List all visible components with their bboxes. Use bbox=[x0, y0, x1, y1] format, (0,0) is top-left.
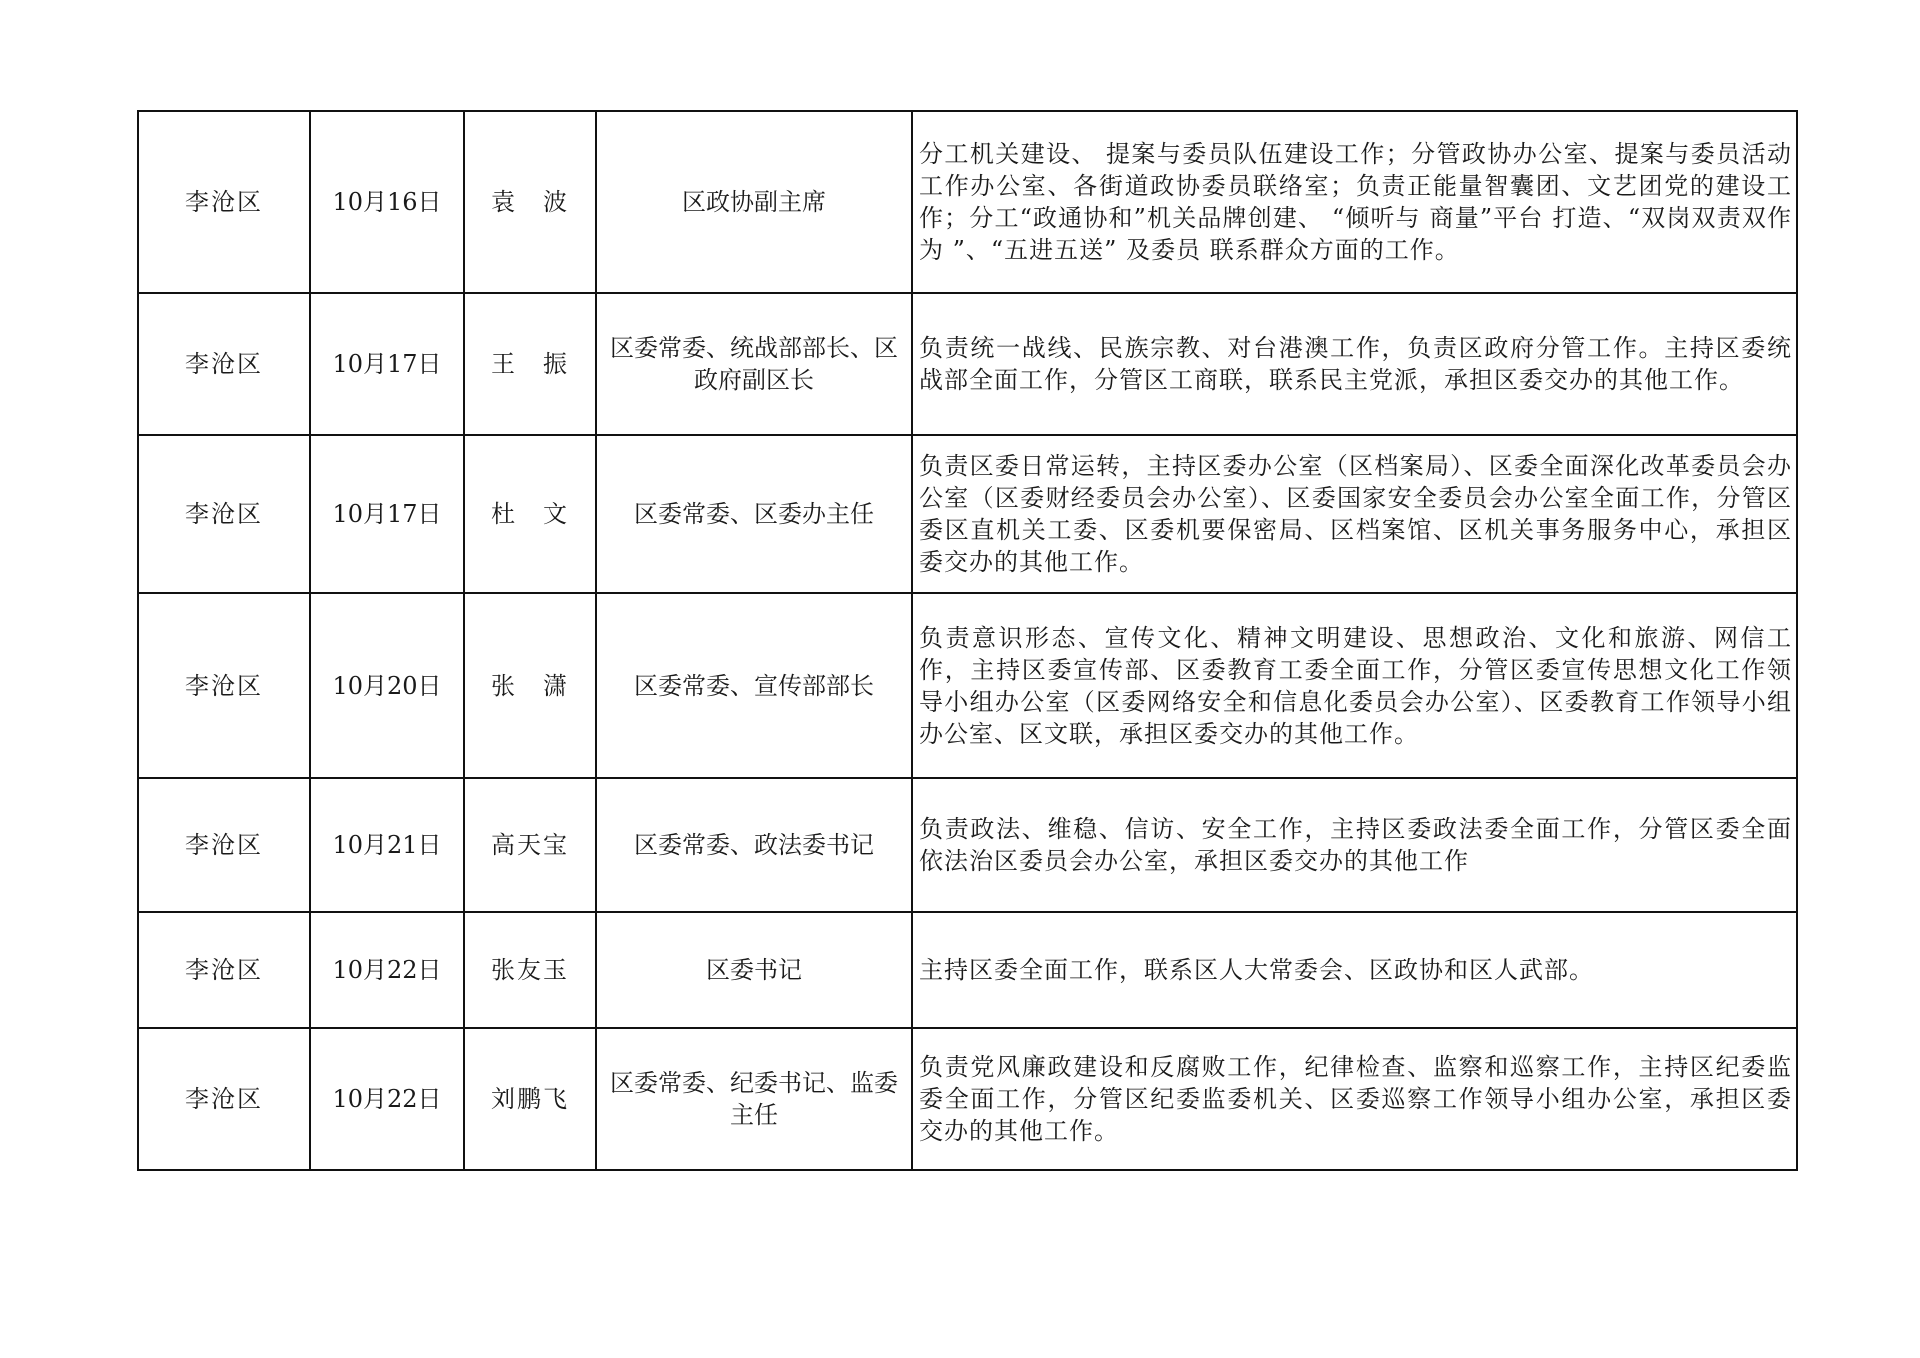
date-cell: 10月16日 bbox=[310, 111, 464, 293]
table-row bbox=[138, 778, 1797, 912]
name-cell: 刘鹏飞 bbox=[464, 1028, 596, 1170]
post-cell: 区委书记 bbox=[596, 912, 912, 1028]
duty-cell: 负责统一战线、民族宗教、对台港澳工作，负责区政府分管工作。主持区委统战部全面工作，分管区工商联，联系民主党派，承担区委交办的其他工作。 bbox=[912, 293, 1797, 435]
table-row bbox=[138, 912, 1797, 1028]
post-cell: 区委常委、政法委书记 bbox=[596, 778, 912, 912]
post-cell: 区委常委、统战部部长、区政府副区长 bbox=[596, 293, 912, 435]
table-row bbox=[138, 1028, 1797, 1170]
date-cell: 10月20日 bbox=[310, 593, 464, 778]
post-cell: 区政协副主席 bbox=[596, 111, 912, 293]
date-cell: 10月17日 bbox=[310, 435, 464, 593]
name-cell: 王 振 bbox=[464, 293, 596, 435]
district-cell: 李沧区 bbox=[138, 778, 310, 912]
name-cell: 张 潇 bbox=[464, 593, 596, 778]
leader-duty-table bbox=[137, 110, 1798, 1171]
duty-cell: 负责党风廉政建设和反腐败工作，纪律检查、监察和巡察工作，主持区纪委监委全面工作，分管区纪委监委机关、区委巡察工作领导小组办公室，承担区委交办的其他工作。 bbox=[912, 1028, 1797, 1170]
date-cell: 10月21日 bbox=[310, 778, 464, 912]
duty-cell: 主持区委全面工作，联系区人大常委会、区政协和区人武部。 bbox=[912, 912, 1797, 1028]
district-cell: 李沧区 bbox=[138, 912, 310, 1028]
name-cell: 张友玉 bbox=[464, 912, 596, 1028]
post-cell: 区委常委、纪委书记、监委主任 bbox=[596, 1028, 912, 1170]
duty-cell: 负责意识形态、宣传文化、精神文明建设、思想政治、文化和旅游、网信工作，主持区委宣传部、区委教育工委全面工作，分管区委宣传思想文化工作领导小组办公室（区委网络安全和信息化委员会办公室）、区委教育工作领导小组办公室、区文联，承担区委交办的其他工作。 bbox=[912, 593, 1797, 778]
duty-cell: 分工机关建设、 提案与委员队伍建设工作；分管政协办公室、提案与委员活动工作办公室、各街道政协委员联络室；负责正能量智囊团、文艺团党的建设工作；分工“政通协和”机关品牌创建、 “倾听与 商量”平台 打造、“双岗双责双作为 ”、“五进五送” 及委员 联系群众方面的工作。 bbox=[912, 111, 1797, 293]
date-cell: 10月22日 bbox=[310, 912, 464, 1028]
district-cell: 李沧区 bbox=[138, 111, 310, 293]
table-row bbox=[138, 435, 1797, 593]
district-cell: 李沧区 bbox=[138, 1028, 310, 1170]
district-cell: 李沧区 bbox=[138, 293, 310, 435]
date-cell: 10月17日 bbox=[310, 293, 464, 435]
table-row bbox=[138, 593, 1797, 778]
name-cell: 杜 文 bbox=[464, 435, 596, 593]
table-row bbox=[138, 293, 1797, 435]
district-cell: 李沧区 bbox=[138, 435, 310, 593]
table-body bbox=[138, 111, 1797, 1170]
duty-cell: 负责政法、维稳、信访、安全工作，主持区委政法委全面工作，分管区委全面依法治区委员会办公室，承担区委交办的其他工作 bbox=[912, 778, 1797, 912]
duty-cell: 负责区委日常运转，主持区委办公室（区档案局）、区委全面深化改革委员会办公室（区委财经委员会办公室）、区委国家安全委员会办公室全面工作，分管区委区直机关工委、区委机要保密局、区档案馆、区机关事务服务中心，承担区委交办的其他工作。 bbox=[912, 435, 1797, 593]
name-cell: 袁 波 bbox=[464, 111, 596, 293]
post-cell: 区委常委、宣传部部长 bbox=[596, 593, 912, 778]
table-row bbox=[138, 111, 1797, 293]
date-cell: 10月22日 bbox=[310, 1028, 464, 1170]
district-cell: 李沧区 bbox=[138, 593, 310, 778]
post-cell: 区委常委、区委办主任 bbox=[596, 435, 912, 593]
name-cell: 高天宝 bbox=[464, 778, 596, 912]
